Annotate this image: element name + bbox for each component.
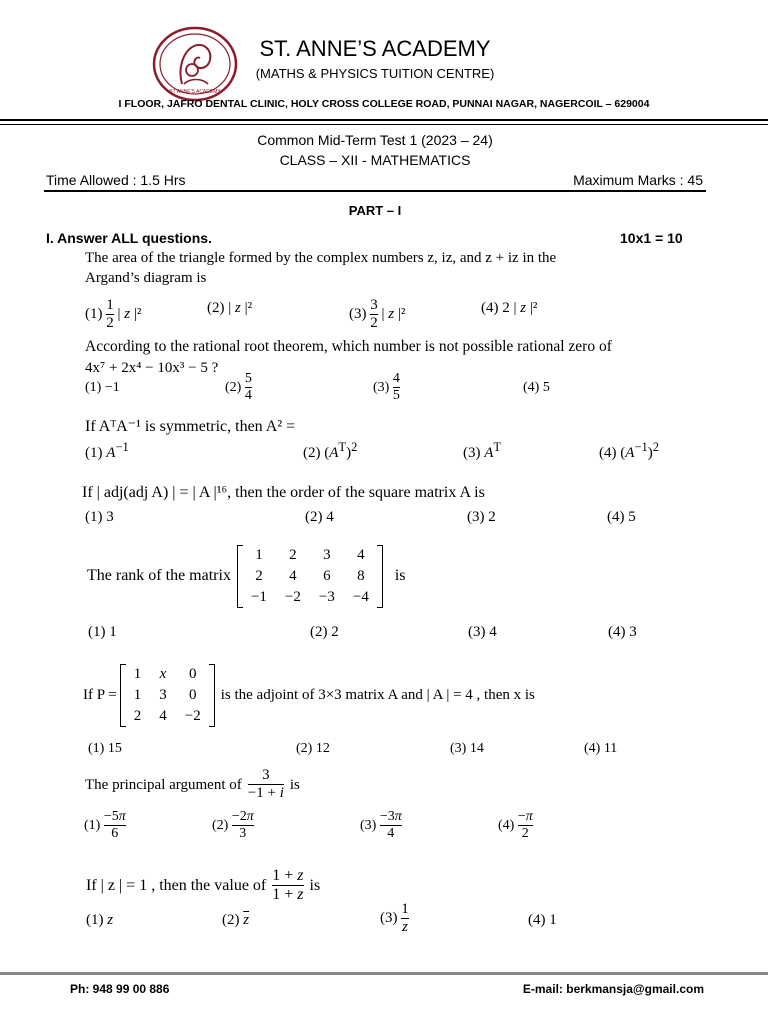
q5-m-2-1: −2 <box>284 588 301 605</box>
q8-option-1: (1) z <box>86 912 114 928</box>
q7-stem-row <box>85 764 300 806</box>
q6-options <box>88 741 708 763</box>
q6-option-1: (1) 15 <box>88 741 122 756</box>
school-name: ST. ANNE’S ACADEMY <box>259 36 491 61</box>
q2-polynomial: 4x⁷ + 2x⁴ − 10x³ − 5 ? <box>85 360 219 376</box>
q6-m-1-0: 1 <box>133 686 142 703</box>
exam-divider <box>44 190 706 192</box>
q5-stem: The rank of the matrix <box>87 567 231 584</box>
q2-option-4: (4) 5 <box>523 380 550 395</box>
section-marks: 10x1 = 10 <box>620 230 683 246</box>
q5-m-0-1: 2 <box>289 546 297 563</box>
q6-m-1-1: 3 <box>159 686 167 703</box>
q1-line1: The area of the triangle formed by the complex numbers z, iz, and z + iz in the <box>85 250 557 266</box>
maximum-marks: Maximum Marks : 45 <box>573 172 703 188</box>
q1-option-3: (3) $\frac{3}{2}$ | z |² <box>349 297 406 331</box>
q1-line2: Argand’s diagram is <box>85 270 207 286</box>
q6-option-2: (2) 12 <box>296 741 330 756</box>
exam-class: CLASS – XII - MATHEMATICS <box>279 152 471 168</box>
q2-option-2: (2) $\frac{5}{4}$ <box>225 371 252 403</box>
q2-line1: According to the rational root theorem, which number is not possible rational zero of <box>85 338 612 355</box>
q6-option-3: (3) 14 <box>450 741 484 756</box>
q5-options <box>88 624 708 646</box>
q3-option-3: (3) $A^T$ <box>463 440 502 461</box>
footer-phone: Ph: 948 99 00 886 <box>70 982 170 996</box>
q5-m-1-3: 8 <box>357 567 365 584</box>
q7-option-4: (4) $\frac{-\pi}{2}$ <box>498 809 533 841</box>
q6-m-2-2: −2 <box>184 707 201 724</box>
q3-option-4: (4) $(A^{-1})^2$ <box>599 440 659 461</box>
q7-suffix: is <box>289 776 300 793</box>
q6-stem-row <box>83 661 535 729</box>
q1-option-1: (1) $\frac{1}{2}$ | z |² <box>85 297 142 331</box>
school-subtitle: (MATHS & PHYSICS TUITION CENTRE) <box>255 66 495 81</box>
q5-suffix: is <box>394 567 406 584</box>
q6-m-1-2: 0 <box>188 686 197 703</box>
q6-m-0-1: x <box>159 665 167 682</box>
q5-option-1: (1) 1 <box>88 624 117 640</box>
q5-m-2-2: −3 <box>318 588 335 605</box>
q1-option-4: (4) 2 | z |² <box>481 300 538 316</box>
exam-title: Common Mid-Term Test 1 (2023 – 24) <box>257 132 493 148</box>
q5-m-1-2: 6 <box>323 567 331 584</box>
q5-option-2: (2) 2 <box>310 624 339 640</box>
q3-stem: If AᵀA⁻¹ is symmetric, then A² = <box>85 418 296 435</box>
q8-stem: If | z | = 1 , then the value of <box>86 877 267 894</box>
q5-m-0-2: 3 <box>323 546 331 563</box>
q7-option-2: (2) $\frac{-2\pi}{3}$ <box>212 809 254 841</box>
footer-divider <box>0 972 768 975</box>
q6-m-2-0: 2 <box>133 707 142 724</box>
time-allowed: Time Allowed : 1.5 Hrs <box>46 172 186 188</box>
q5-m-0-0: 1 <box>255 546 263 563</box>
q8-options <box>86 902 706 946</box>
q2-option-1: (1) −1 <box>85 380 120 395</box>
q4-option-2: (2) 4 <box>305 509 334 525</box>
q6-m-2-1: 4 <box>159 707 167 724</box>
logo-text: ST ANNE'S ACADEMY <box>169 89 221 95</box>
q3-option-2: (2) $(A^T)^2$ <box>303 440 358 461</box>
q8-option-2: (2) $\overline{z}$ <box>222 912 250 928</box>
q4-option-4: (4) 5 <box>607 509 636 525</box>
q4-option-1: (1) 3 <box>85 509 114 525</box>
q3-option-1: (1) $A^{-1}$ <box>85 440 129 461</box>
q7-stem: The principal argument of <box>85 776 242 793</box>
q4-stem: If | adj(adj A) | = | A |¹⁶, then the order of the square matrix A is <box>82 484 485 501</box>
q7-fraction: $\frac{3}{-1 + i}$ <box>247 767 284 801</box>
q8-option-3: (3) $\frac{1}{z}$ <box>380 901 409 935</box>
q6-prefix: If P = <box>83 686 117 703</box>
q1-options <box>85 292 705 331</box>
q5-m-1-0: 2 <box>255 567 263 584</box>
q2-options <box>85 372 705 408</box>
part-heading: PART – I <box>348 203 402 218</box>
q7-option-1: (1) $\frac{-5\pi}{6}$ <box>84 809 126 841</box>
q5-stem-row <box>87 540 406 612</box>
academy-logo <box>152 26 238 102</box>
q2-option-3: (3) $\frac{4}{5}$ <box>373 371 400 403</box>
school-address: I FLOOR, JAFRO DENTAL CLINIC, HOLY CROSS COLLEGE ROAD, PUNNAI NAGAR, NAGERCOIL – 629004 <box>118 98 650 110</box>
q5-m-1-1: 4 <box>289 567 297 584</box>
q5-m-0-3: 4 <box>357 546 365 563</box>
q4-options <box>85 509 705 531</box>
q5-m-2-3: −4 <box>352 588 369 605</box>
q6-matrix <box>120 664 215 727</box>
q7-options <box>84 810 704 850</box>
q8-suffix: is <box>309 877 321 894</box>
q5-matrix <box>237 545 383 608</box>
q5-option-3: (3) 4 <box>468 624 497 640</box>
q6-m-0-0: 1 <box>133 665 142 682</box>
q1-option-2: (2) | z |² <box>207 300 253 316</box>
q7-option-3: (3) $\frac{-3\pi}{4}$ <box>360 809 402 841</box>
q6-m-0-2: 0 <box>188 665 197 682</box>
header-divider-thin <box>0 124 768 125</box>
q5-option-4: (4) 3 <box>608 624 637 640</box>
q4-option-3: (3) 2 <box>467 509 496 525</box>
q5-m-2-0: −1 <box>250 588 267 605</box>
section-heading: I. Answer ALL questions. <box>46 230 212 246</box>
q6-suffix: is the adjoint of 3×3 matrix A and | A | = 4 , then x is <box>220 686 535 703</box>
q6-option-4: (4) 11 <box>584 741 618 756</box>
q3-options <box>85 440 705 462</box>
footer-email: E-mail: berkmansja@gmail.com <box>522 982 704 996</box>
header-divider-thick <box>0 119 768 121</box>
q8-fraction: $\frac{1 + z}{1 + \overline{z}}$ <box>272 867 304 903</box>
q8-option-4: (4) 1 <box>528 912 557 928</box>
